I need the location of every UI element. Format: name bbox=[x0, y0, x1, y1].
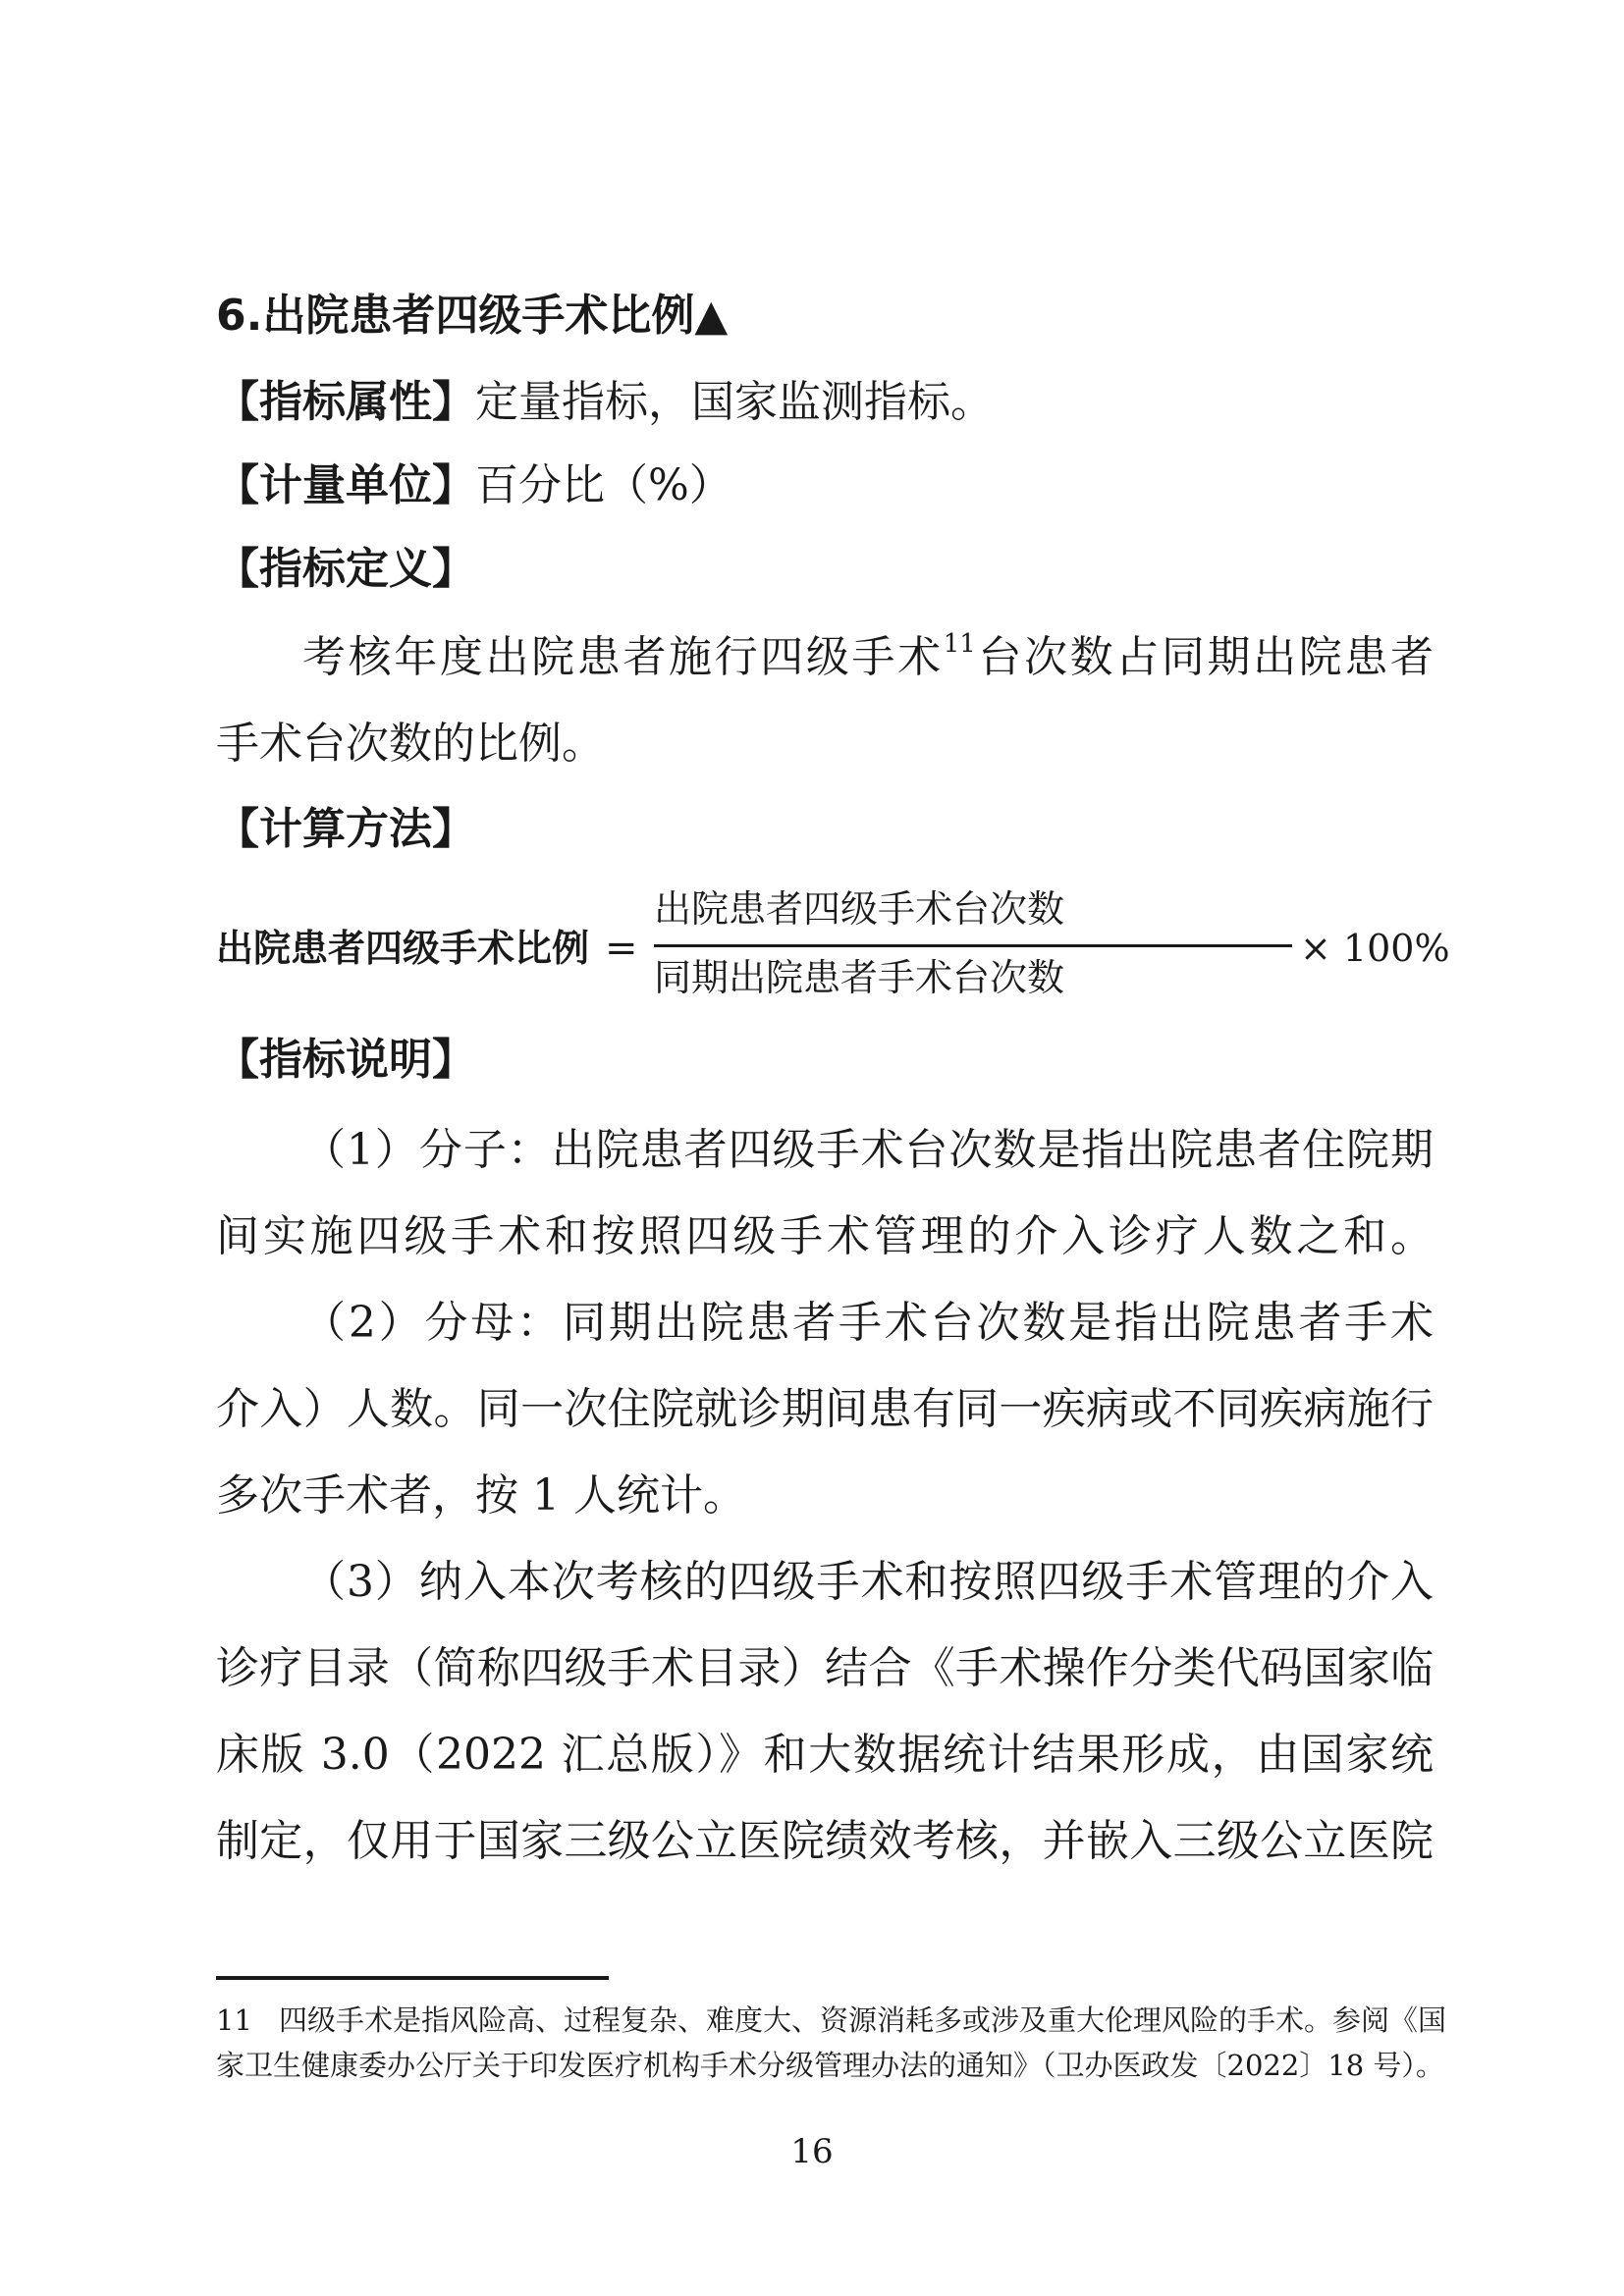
formula-numerator: 出院患者四级手术台次数 bbox=[654, 887, 1065, 931]
unit-row bbox=[216, 456, 1434, 515]
footnote-number: 11 bbox=[216, 2003, 252, 2037]
explanation-p2-line3: 多次手术者，按 1 人统计。 bbox=[216, 1470, 746, 1521]
page-number: 16 bbox=[790, 2132, 834, 2171]
attribute-value: 定量指标，国家监测指标。 bbox=[475, 377, 994, 427]
unit-value: 百分比（%） bbox=[475, 460, 732, 510]
footnote-reference: 11 bbox=[943, 629, 976, 659]
attribute-row bbox=[216, 373, 1434, 432]
footnote-text-1: 四级手术是指风险高、过程复杂、难度大、资源消耗多或涉及重大伦理风险的手术。参阅《国 bbox=[279, 2003, 1447, 2037]
formula-label: 出院患者四级手术比例 bbox=[216, 927, 590, 970]
definition-text-line1 bbox=[216, 628, 1434, 687]
attribute-label: 【指标属性】 bbox=[216, 377, 475, 427]
formula-multiplier: × 100% bbox=[1300, 927, 1450, 970]
method-label: 【计算方法】 bbox=[216, 804, 475, 854]
footnote-line2: 家卫生健康委办公厅关于印发医疗机构手术分级管理办法的通知》（卫办医政发〔2022〕18 号）。 bbox=[216, 2049, 1444, 2082]
explanation-p3-line1: （3）纳入本次考核的四级手术和按照四级手术管理的介入 bbox=[302, 1557, 1434, 1607]
explanation-label: 【指标说明】 bbox=[216, 1035, 475, 1085]
explanation-p3-line3: 床版 3.0（2022 汇总版）》和大数据统计结果形成，由国家统 bbox=[216, 1730, 1434, 1780]
explanation-p2-line2: 介入）人数。同一次住院就诊期间患有同一疾病或不同疾病施行 bbox=[216, 1384, 1434, 1434]
unit-label: 【计量单位】 bbox=[216, 460, 475, 510]
fraction-bar bbox=[654, 944, 1292, 947]
definition-text-line2: 手术台次数的比例。 bbox=[216, 719, 605, 769]
formula-denominator: 同期出院患者手术台次数 bbox=[654, 956, 1065, 999]
footnote-line1 bbox=[216, 1999, 1447, 2042]
explanation-p1-line2: 间实施四级手术和按照四级手术管理的介入诊疗人数之和。 bbox=[216, 1211, 1434, 1261]
explanation-p2-line1: （2）分母：同期出院患者手术台次数是指出院患者手术 bbox=[302, 1298, 1434, 1348]
calculation-formula bbox=[216, 883, 1450, 1011]
definition-text-start: 考核年度出院患者施行四级手术 bbox=[302, 632, 944, 682]
explanation-p3-line2: 诊疗目录（简称四级手术目录）结合《手术操作分类代码国家临 bbox=[216, 1643, 1434, 1693]
definition-label: 【指标定义】 bbox=[216, 544, 475, 594]
formula-equals: = bbox=[605, 926, 638, 971]
explanation-p1-line1: （1）分子：出院患者四级手术台次数是指出院患者住院期 bbox=[302, 1125, 1434, 1175]
explanation-p3-line4: 制定，仅用于国家三级公立医院绩效考核，并嵌入三级公立医院 bbox=[216, 1816, 1434, 1866]
footnote-separator bbox=[216, 1976, 609, 1980]
definition-text-end: 台次数占同期出院患者 bbox=[975, 632, 1434, 682]
section-heading: 6.出院患者四级手术比例▲ bbox=[216, 291, 729, 341]
